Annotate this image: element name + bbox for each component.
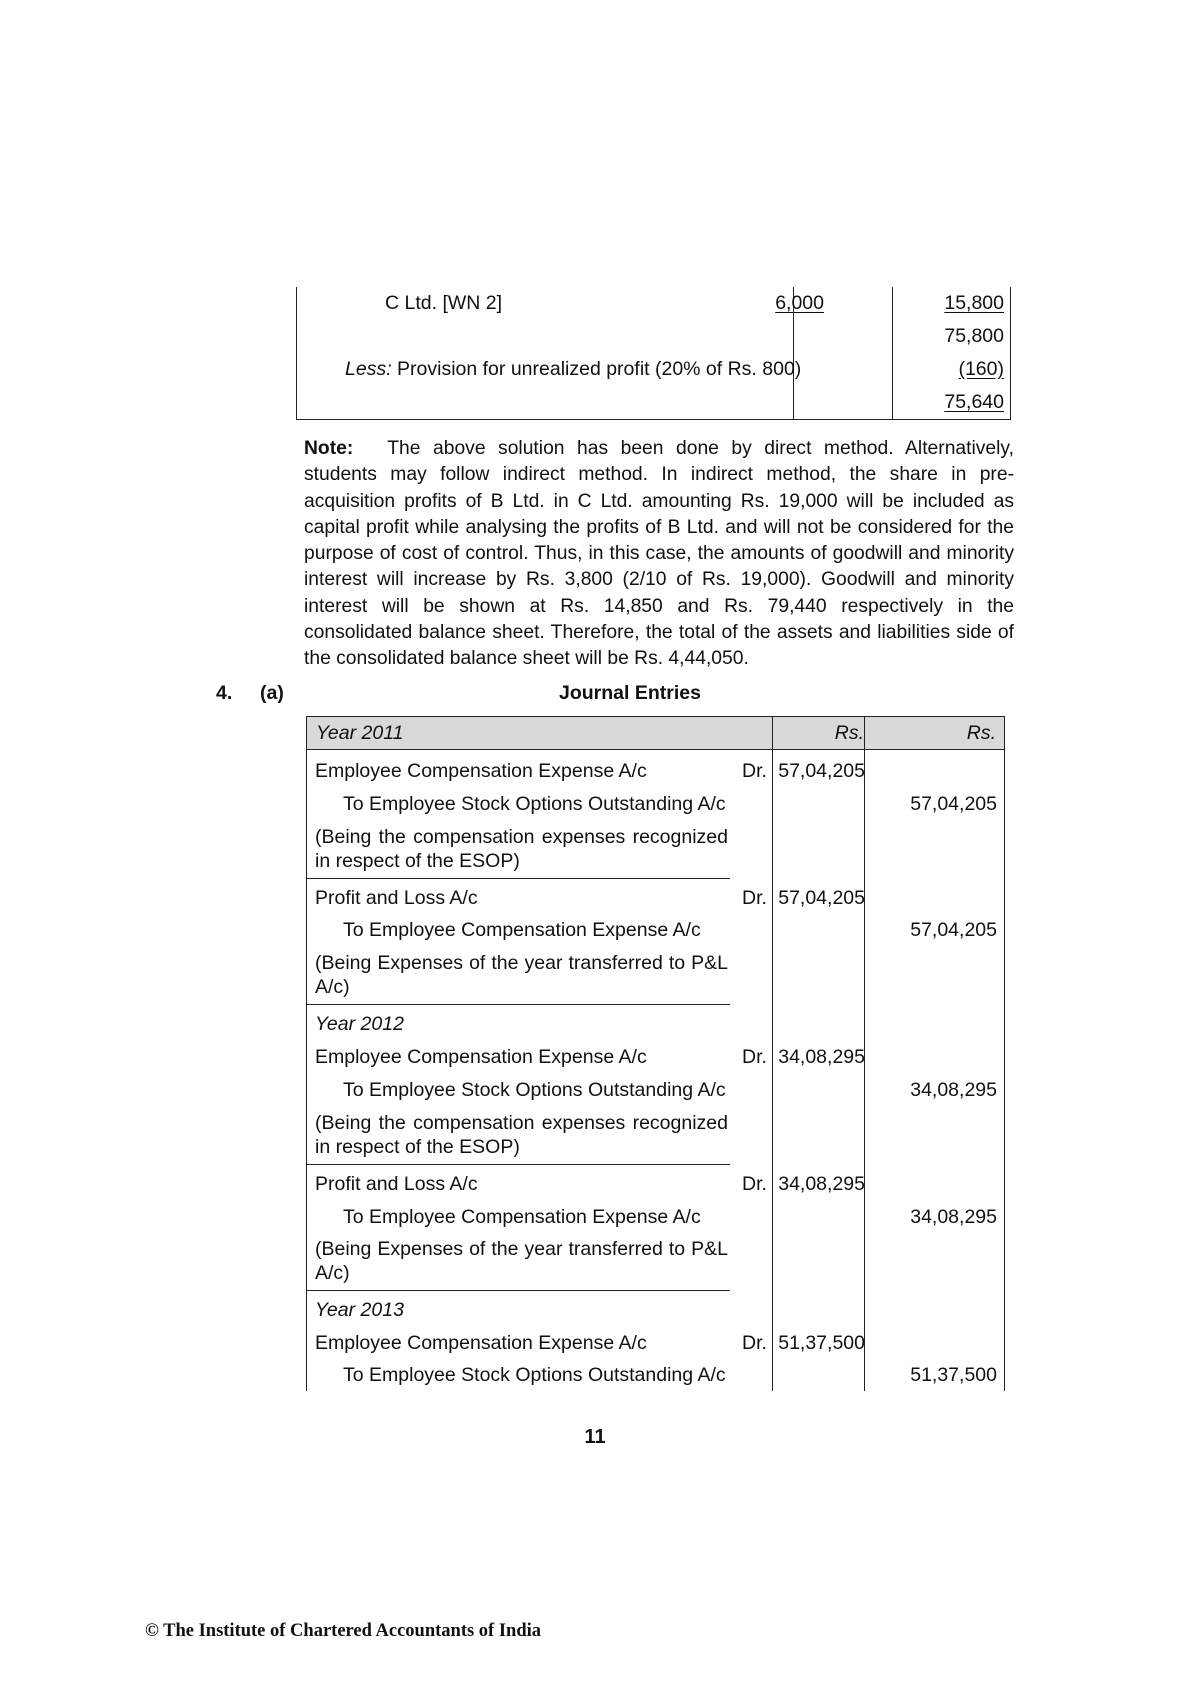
table-border-right bbox=[1004, 716, 1005, 1391]
row-amount: 15,800 bbox=[944, 292, 1004, 314]
dr-marker: Dr. bbox=[742, 887, 767, 909]
footer-copyright: © The Institute of Chartered Accountants of India bbox=[145, 1621, 542, 1641]
credit-amount: 57,04,205 bbox=[910, 793, 997, 815]
entry-separator bbox=[306, 1290, 730, 1291]
credit-account: To Employee Stock Options Outstanding A/c bbox=[343, 1079, 726, 1101]
dr-marker: Dr. bbox=[742, 760, 767, 782]
table-row bbox=[297, 287, 1010, 319]
dr-marker: Dr. bbox=[742, 1332, 767, 1354]
row-amount: (160) bbox=[958, 358, 1004, 380]
narration: (Being Expenses of the year transferred to P&L A/c) bbox=[315, 1238, 728, 1284]
table-row bbox=[297, 320, 1010, 352]
row-label bbox=[345, 353, 801, 385]
debit-account: Employee Compensation Expense A/c bbox=[315, 1332, 647, 1354]
section-title: Journal Entries bbox=[559, 682, 701, 704]
debit-amount: 34,08,295 bbox=[778, 1046, 865, 1068]
question-part: (a) bbox=[260, 682, 284, 704]
row-amount: 75,800 bbox=[944, 325, 1004, 347]
entry-separator bbox=[306, 1004, 730, 1005]
dr-marker: Dr. bbox=[742, 1173, 767, 1195]
note-label: Note: bbox=[304, 438, 354, 459]
debit-amount: 51,37,500 bbox=[778, 1332, 865, 1354]
column-divider bbox=[772, 716, 773, 1391]
credit-amount: 51,37,500 bbox=[910, 1364, 997, 1386]
debit-account: Profit and Loss A/c bbox=[315, 887, 478, 909]
debit-account: Employee Compensation Expense A/c bbox=[315, 760, 647, 782]
narration: (Being the compensation expenses recognized in respect of the ESOP) bbox=[315, 826, 728, 872]
narration: (Being the compensation expenses recognized in respect of the ESOP) bbox=[315, 1112, 728, 1158]
less-prefix: Less: bbox=[345, 358, 392, 380]
question-number: 4. bbox=[216, 682, 233, 704]
credit-amount: 57,04,205 bbox=[910, 919, 997, 941]
row-amount-total: 75,640 bbox=[944, 391, 1004, 413]
credit-amount: 34,08,295 bbox=[910, 1079, 997, 1101]
dr-marker: Dr. bbox=[742, 1046, 767, 1068]
note-paragraph bbox=[304, 436, 1014, 673]
row-label: C Ltd. [WN 2] bbox=[385, 292, 503, 314]
credit-amount: 34,08,295 bbox=[910, 1206, 997, 1228]
header-year: Year 2011 bbox=[316, 722, 404, 744]
narration: (Being Expenses of the year transferred to P&L A/c) bbox=[315, 952, 728, 998]
row-label-text: Provision for unrealized profit (20% of Rs. 800) bbox=[391, 358, 802, 380]
header-credit-rs: Rs. bbox=[966, 722, 996, 744]
table-header bbox=[306, 716, 1005, 750]
credit-account: To Employee Stock Options Outstanding A/c bbox=[343, 793, 726, 815]
table-row bbox=[297, 353, 1010, 385]
carry-over-table bbox=[296, 287, 1011, 420]
journal-table bbox=[306, 716, 1005, 1391]
entry-separator bbox=[306, 1164, 730, 1165]
credit-account: To Employee Stock Options Outstanding A/c bbox=[343, 1364, 726, 1386]
debit-amount: 57,04,205 bbox=[778, 760, 865, 782]
debit-amount: 34,08,295 bbox=[778, 1173, 865, 1195]
credit-account: To Employee Compensation Expense A/c bbox=[343, 1206, 701, 1228]
year-heading: Year 2013 bbox=[315, 1299, 404, 1321]
header-debit-rs: Rs. bbox=[834, 722, 864, 744]
credit-account: To Employee Compensation Expense A/c bbox=[343, 919, 701, 941]
note-text: The above solution has been done by direct method. Alternatively, students may follow indirect method. In indirect method, the share in pre-acquisition profits of B Ltd. in C Ltd. amounting Rs. 19,000 will be included as capital profit while analysing the profits of B Ltd. and will not be considered for the purpose of cost of control. Thus, in this case, the amounts of goodwill and minority interest will increase by Rs. 3,800 (2/10 of Rs. 19,000). Goodwill and minority interest will be shown at Rs. 14,850 and Rs. 79,440 respectively in the consolidated balance sheet. Therefore, the total of the assets and liabilities side of the consolidated balance sheet will be Rs. 4,44,050. bbox=[304, 438, 1014, 670]
table-row bbox=[297, 386, 1010, 418]
debit-account: Profit and Loss A/c bbox=[315, 1173, 478, 1195]
page-number: 11 bbox=[584, 1426, 606, 1448]
entry-separator bbox=[306, 878, 730, 879]
debit-amount: 57,04,205 bbox=[778, 887, 865, 909]
debit-account: Employee Compensation Expense A/c bbox=[315, 1046, 647, 1068]
row-mid-amount: 6,000 bbox=[775, 292, 824, 314]
year-heading: Year 2012 bbox=[315, 1013, 404, 1035]
